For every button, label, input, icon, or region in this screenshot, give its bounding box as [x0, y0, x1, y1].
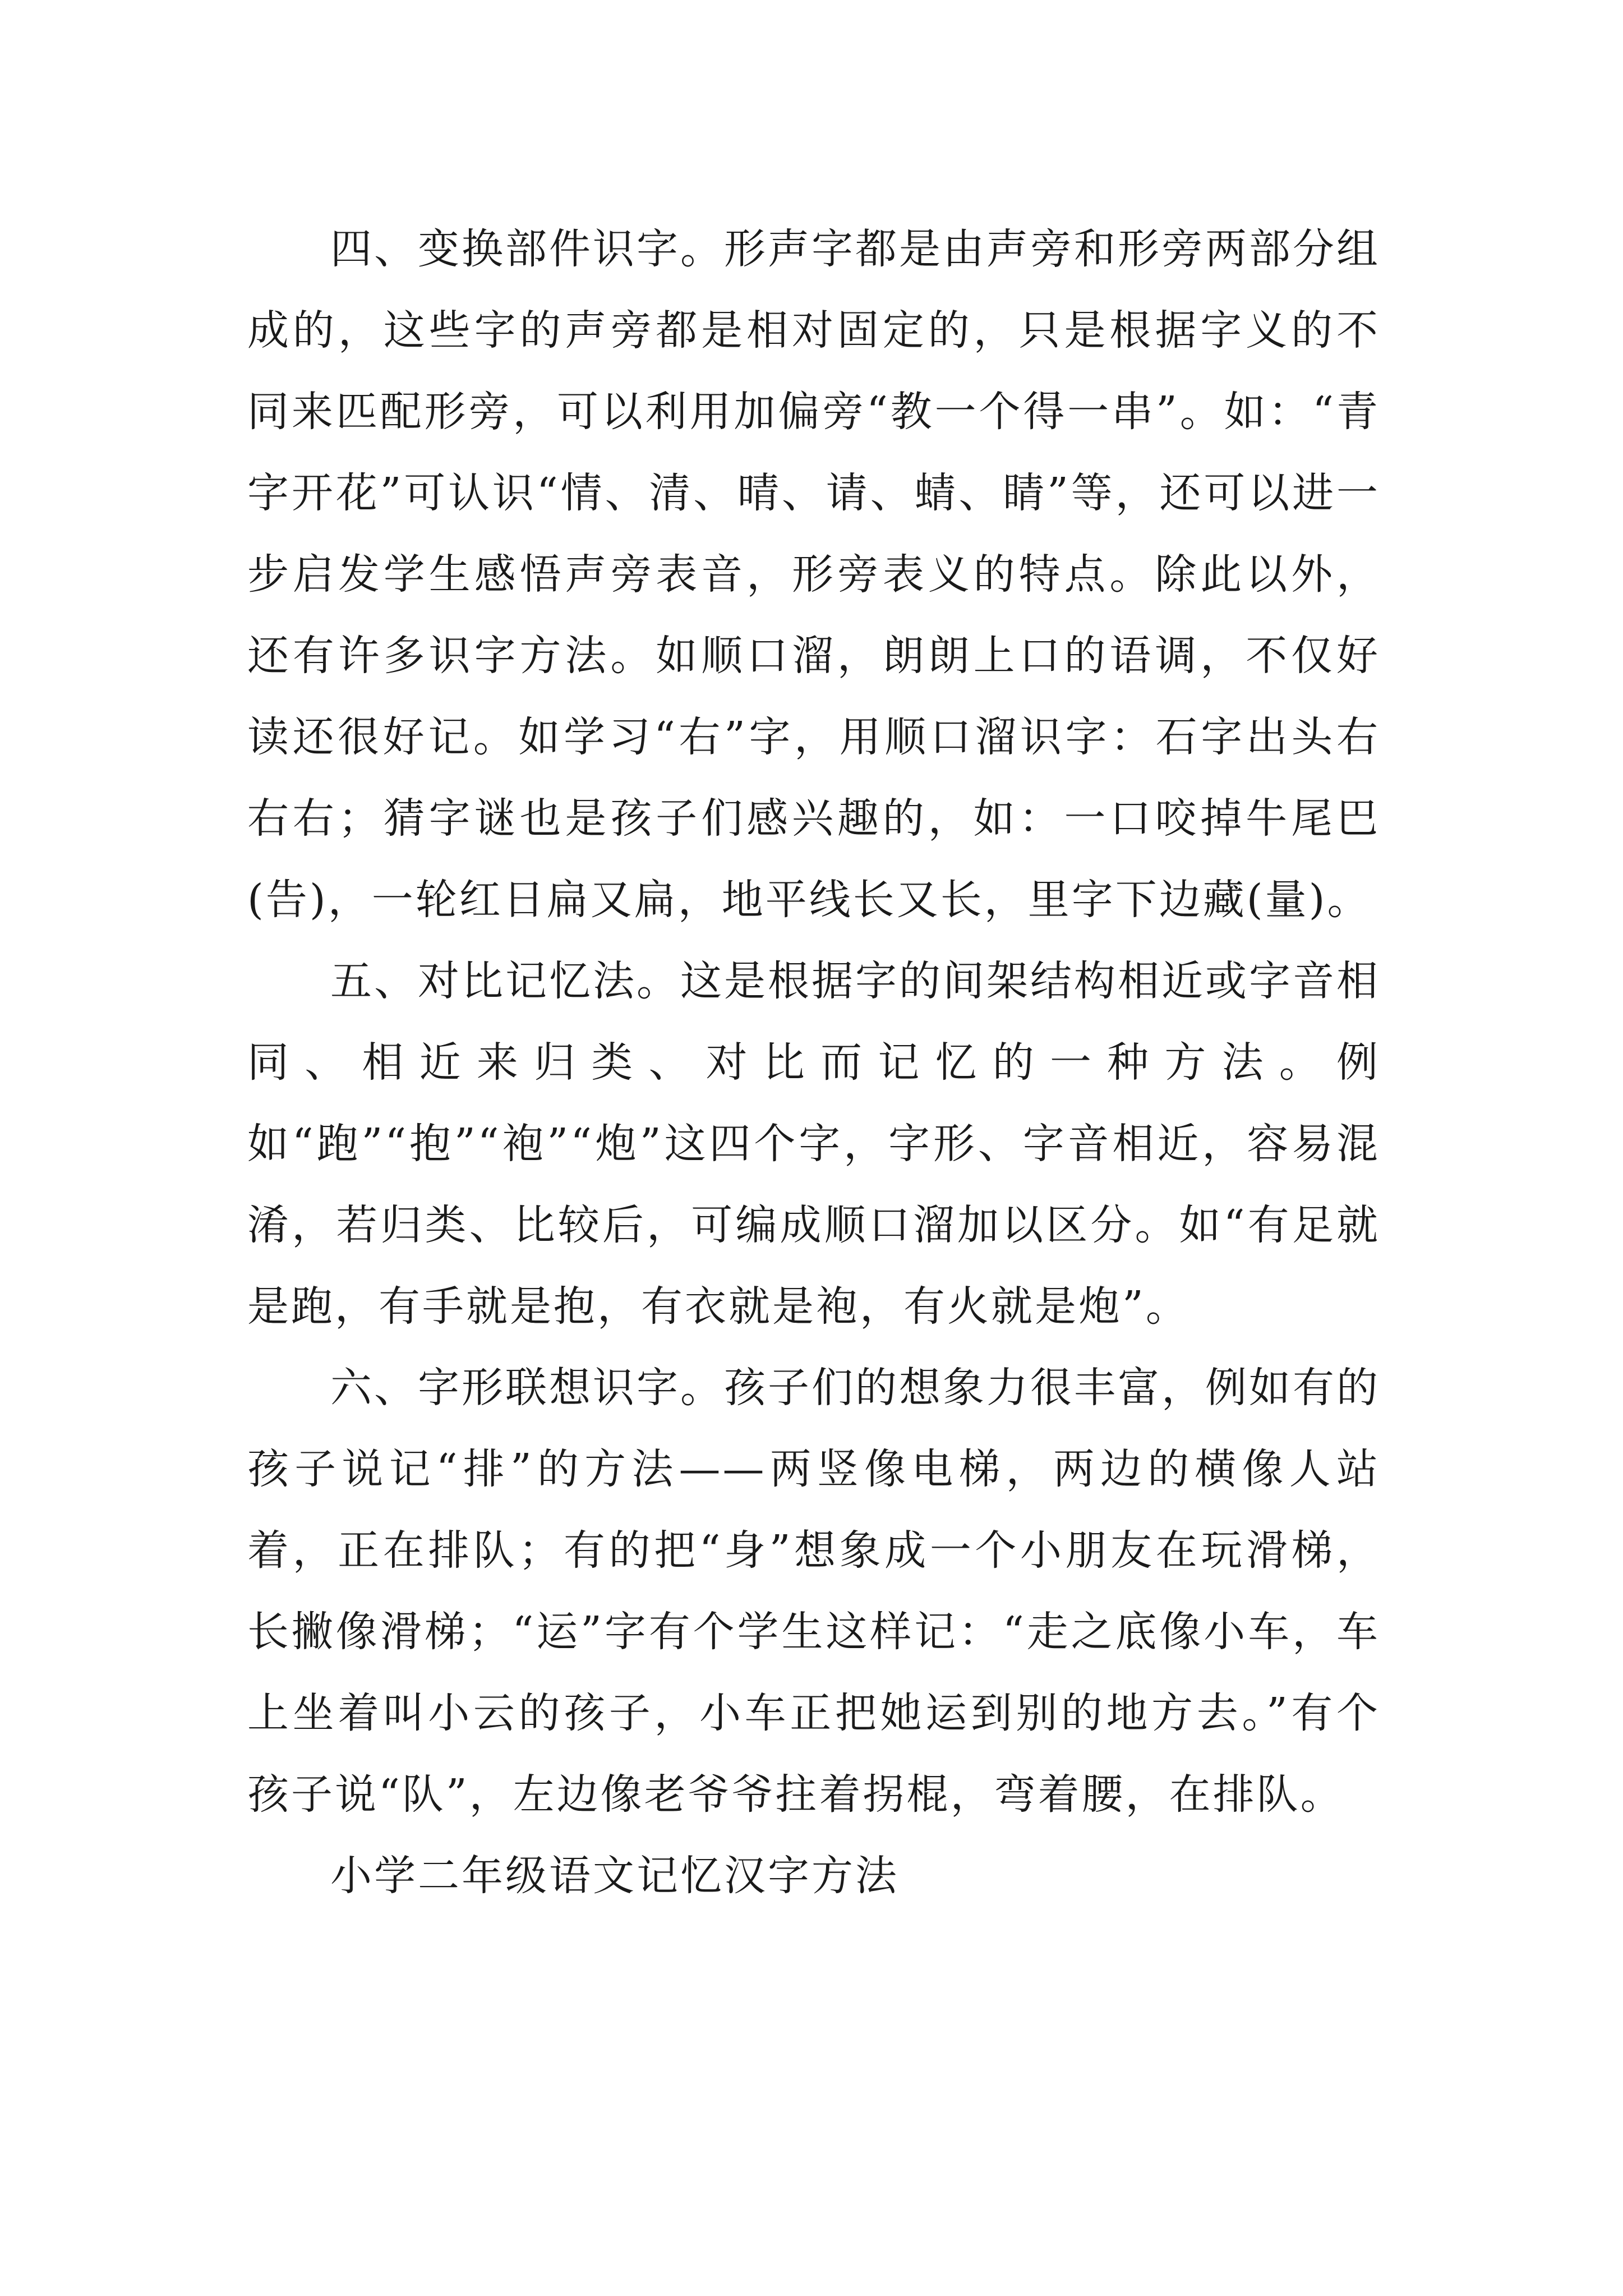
paragraph-method-six: 六、字形联想识字。孩子们的想象力很丰富，例如有的孩子说记“排”的方法——两竖像电梯，两边的横像人站着，正在排队；有的把“身”想象成一个小朋友在玩滑梯，长撇像滑梯；“运”字有个学生这样记：“走之底像小车，车上坐着叫小云的孩子，小车正把她运到别的地方去。”有个孩子说“队”，左边像老爷爷拄着拐棍，弯着腰，在排队。	[247, 1364, 1380, 1819]
paragraph-method-five: 五、对比记忆法。这是根据字的间架结构相近或字音相同、相近来归类、对比而记忆的一种方法。例如“跑”“抱”“袍”“炮”这四个字，字形、字音相近，容易混淆，若归类、比较后，可编成顺口溜加以区分。如“有足就是跑，有手就是抱，有衣就是袍，有火就是炮”。	[247, 957, 1380, 1331]
document-body	[247, 209, 1380, 1917]
document-title-line: 小学二年级语文记忆汉字方法	[330, 1852, 899, 1900]
paragraph-method-four: 四、变换部件识字。形声字都是由声旁和形旁两部分组成的，这些字的声旁都是相对固定的，只是根据字义的不同来匹配形旁，可以利用加偏旁“教一个得一串”。如：“青字开花”可认识“情、清、晴、请、蜻、睛”等，还可以进一步启发学生感悟声旁表音，形旁表义的特点。除此以外，还有许多识字方法。如顺口溜，朗朗上口的语调，不仅好读还很好记。如学习“右”字，用顺口溜识字：石字出头右右右；猜字谜也是孩子们感兴趣的，如：一口咬掉牛尾巴(告)，一轮红日扁又扁，地平线长又长，里字下边藏(量)。	[247, 225, 1380, 924]
